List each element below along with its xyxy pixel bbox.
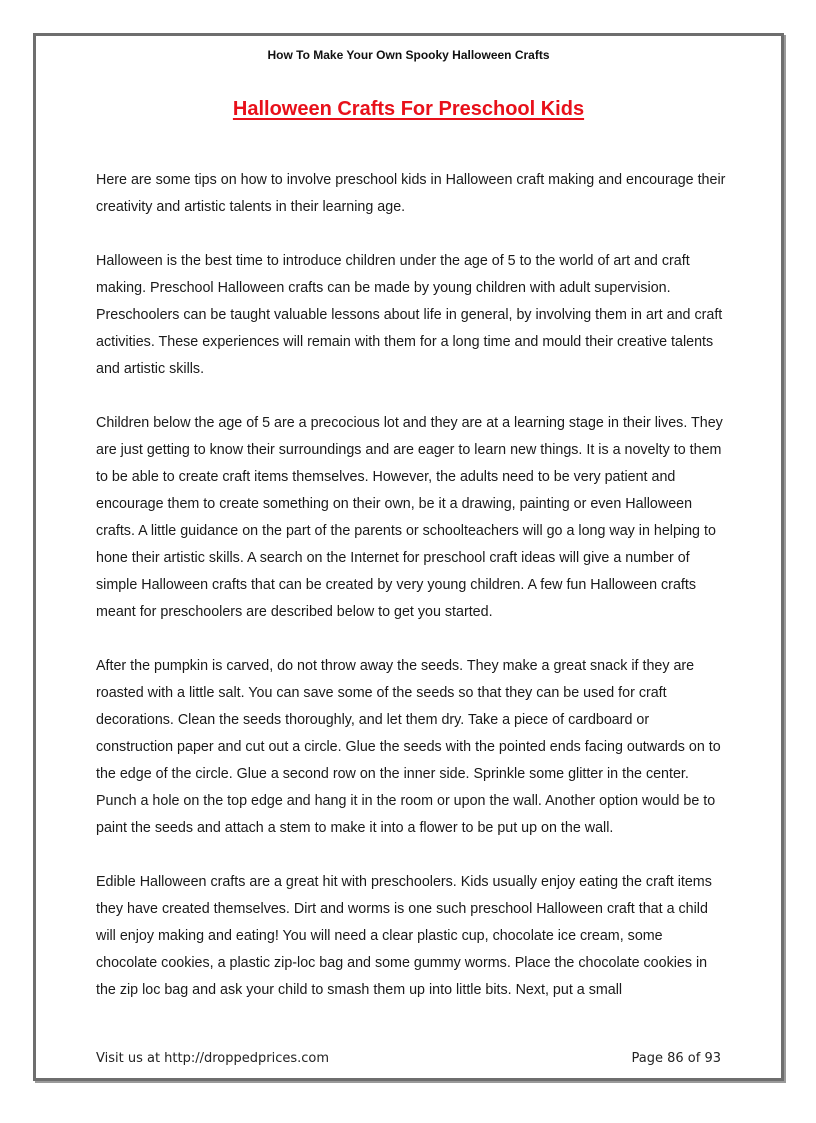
page-frame xyxy=(33,33,784,1081)
paragraph-introduction-age: Halloween is the best time to introduce children under the age of 5 to the world of art and craft making. Preschool Halloween crafts can be made by young children with adult supervision. Preschoolers can be taught valuable lessons about life in general, by involving them in art and craft activities. These experiences will remain with them for a long time and mould their creative talents and artistic skills. xyxy=(96,253,723,377)
article-body xyxy=(96,167,726,1031)
running-header: How To Make Your Own Spooky Halloween Crafts xyxy=(267,48,550,62)
paragraph-pumpkin-seeds: After the pumpkin is carved, do not throw away the seeds. They make a great snack if they are roasted with a little salt. You can save some of the seeds so that they can be used for craft decorations. Clean the seeds thoroughly, and let them dry. Take a piece of cardboard or construction paper and cut out a circle. Glue the seeds with the pointed ends facing outwards on to the edge of the circle. Glue a second row on the inner side. Sprinkle some glitter in the center. Punch a hole on the top edge and hang it in the room or upon the wall. Another option would be to paint the seeds and attach a stem to make it into a flower to be put up on the wall. xyxy=(96,658,721,836)
paragraph-intro: Here are some tips on how to involve preschool kids in Halloween craft making and encourage their creativity and artistic talents in their learning age. xyxy=(96,172,726,215)
paragraph-edible-crafts: Edible Halloween crafts are a great hit with preschoolers. Kids usually enjoy eating the craft items they have created themselves. Dirt and worms is one such preschool Halloween craft that a child will enjoy making and eating! You will need a clear plastic cup, chocolate ice cream, some chocolate cookies, a plastic zip-loc bag and some gummy worms. Place the chocolate cookies in the zip loc bag and ask your child to smash them up into little bits. Next, put a small xyxy=(96,874,712,998)
page-title xyxy=(36,98,781,121)
paragraph-children-learning: Children below the age of 5 are a precocious lot and they are at a learning stage in their lives. They are just getting to know their surroundings and are eager to learn new things. It is a novelty to them to be able to create craft items themselves. However, the adults need to be very patient and encourage them to create something on their own, be it a drawing, painting or even Halloween crafts. A little guidance on the part of the parents or schoolteachers will go a long way in helping to hone their artistic skills. A search on the Internet for preschool craft ideas will give a number of simple Halloween crafts that can be created by very young children. A few fun Halloween crafts meant for preschoolers are described below to get you started. xyxy=(96,415,723,620)
footer-page-number: Page 86 of 93 xyxy=(631,1051,721,1066)
page-title-text: Halloween Crafts For Preschool Kids xyxy=(232,98,585,120)
footer-visit-link[interactable]: Visit us at http://droppedprices.com xyxy=(96,1051,330,1066)
